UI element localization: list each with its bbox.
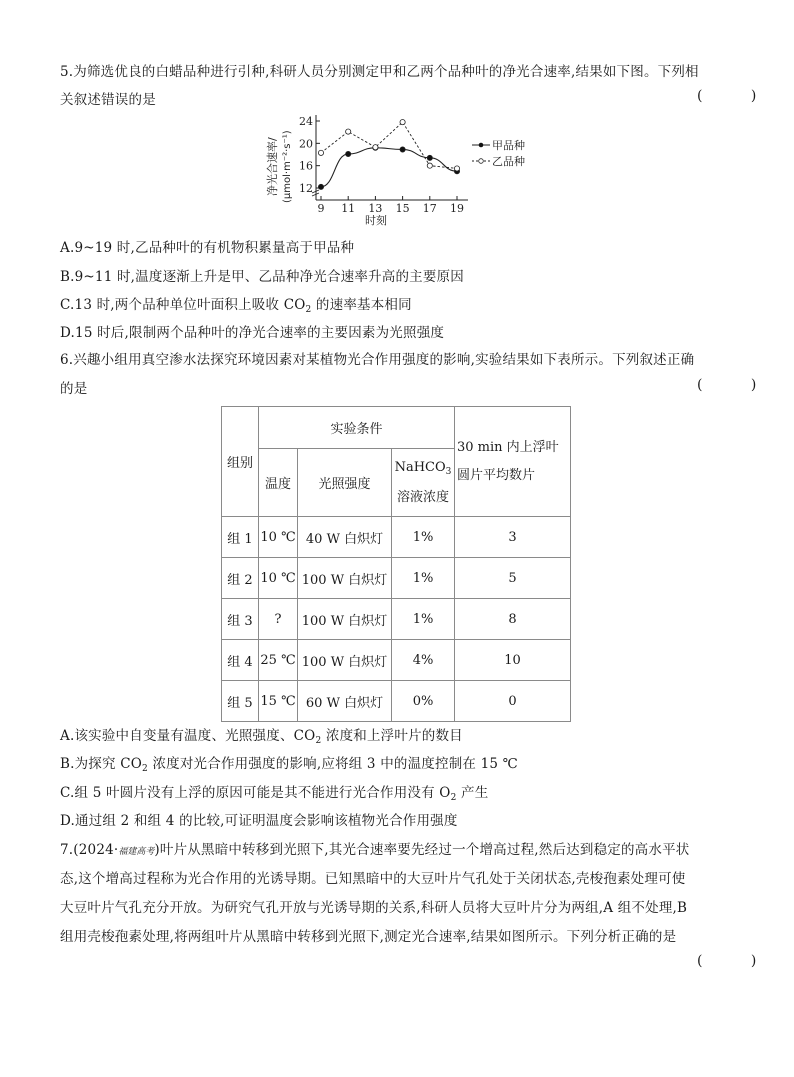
filled-circle-icon (479, 143, 484, 148)
cell-temp: 25 ℃ (259, 640, 298, 681)
series-jia-line (321, 148, 457, 187)
cell-light: 100 W 白炽灯 (298, 558, 392, 599)
cell-temp: ? (259, 599, 298, 640)
header-result (455, 407, 571, 517)
net-photosynthesis-chart (260, 108, 550, 228)
q5-option-d[interactable]: D.15 时后,限制两个品种叶的净光合速率的主要因素为光照强度 (60, 325, 445, 341)
cell-conc: 1% (392, 599, 455, 640)
cell-count: 8 (455, 599, 571, 640)
cell-group: 组 1 (222, 517, 259, 558)
svg-text:20: 20 (299, 137, 313, 151)
q5-option-b[interactable]: B.9~11 时,温度逐渐上升是甲、乙品种净光合速率升高的主要原因 (60, 269, 464, 285)
header-light: 光照强度 (298, 449, 392, 517)
experiment-table (221, 406, 571, 722)
cell-temp: 15 ℃ (259, 681, 298, 722)
y-axis-label-line1: 净光合速率/ (266, 137, 279, 196)
header-nahco3-line2: 溶液浓度 (396, 489, 449, 505)
svg-text:9: 9 (317, 202, 325, 215)
cell-light: 100 W 白炽灯 (298, 599, 392, 640)
table-row (222, 640, 571, 681)
q7-stem-line1: 7.(2024·福建高考)叶片从黑暗中转移到光照下,其光合速率要先经过一个增高过程,然后达到稳定的高水平状 (60, 842, 690, 858)
q6-option-c[interactable]: C.组 5 叶圆片没有上浮的原因可能是其不能进行光合作用没有 $O_2$ 产生 (60, 785, 489, 803)
q7-stem-line3: 大豆叶片气孔充分开放。为研究气孔开放与光诱导期的关系,科研人员将大豆叶片分为两组,A 组不处理,B (60, 900, 688, 916)
cell-temp: 10 ℃ (259, 517, 298, 558)
cell-conc: 0% (392, 681, 455, 722)
table-row (222, 517, 571, 558)
q5-stem-line1: 5.为筛选优良的白蜡品种进行引种,科研人员分别测定甲和乙两个品种叶的净光合速率,结果如下图。下列相 (60, 64, 699, 80)
cell-conc: 1% (392, 517, 455, 558)
q6-option-d[interactable]: D.通过组 2 和组 4 的比较,可证明温度会影响该植物光合作用强度 (60, 813, 458, 829)
source-tag: 福建高考 (118, 847, 155, 857)
svg-text:19: 19 (450, 202, 464, 215)
svg-text:11: 11 (341, 202, 356, 215)
x-ticks (318, 196, 465, 215)
chart-series (318, 120, 459, 190)
cell-conc: 4% (392, 640, 455, 681)
cell-temp: 10 ℃ (259, 558, 298, 599)
data-point-yi (427, 163, 432, 168)
q7-stem-line2: 态,这个增高过程称为光合作用的光诱导期。已知黑暗中的大豆叶片气孔处于关闭状态,壳梭孢素处理可使 (60, 871, 686, 887)
svg-text:24: 24 (299, 115, 313, 128)
header-result-line1: 30 min 内上浮叶 (457, 439, 559, 455)
cell-count: 0 (455, 681, 571, 722)
legend (472, 139, 525, 168)
q5-option-a[interactable]: A.9~19 时,乙品种叶的有机物积累量高于甲品种 (60, 240, 355, 256)
table-row (222, 681, 571, 722)
table-row (222, 558, 571, 599)
x-axis-label: 时刻 (365, 214, 387, 227)
q6-stem-line1: 6.兴趣小组用真空渗水法探究环境因素对某植物光合作用强度的影响,实验结果如下表所示。下列叙述正确 (60, 352, 695, 368)
series-yi-line (321, 122, 457, 168)
svg-text:15: 15 (395, 202, 410, 215)
header-conditions: 实验条件 (259, 407, 455, 449)
svg-text:17: 17 (422, 202, 437, 215)
open-circle-icon (479, 159, 484, 164)
q6-option-a[interactable]: A.该实验中自变量有温度、光照强度、$CO_2$ 浓度和上浮叶片的数目 (60, 728, 463, 746)
svg-text:13: 13 (368, 202, 383, 215)
y-ticks (299, 115, 320, 195)
y-axis-label (265, 130, 293, 203)
y-axis-label-line2: (μmol·m⁻²·s⁻¹) (282, 130, 293, 203)
data-point-yi (318, 150, 323, 155)
table-row (222, 599, 571, 640)
header-group: 组别 (222, 407, 259, 517)
q6-option-b[interactable]: B.为探究 $CO_2$ 浓度对光合作用强度的影响,应将组 3 中的温度控制在 15 ℃ (60, 756, 518, 774)
data-point-yi (373, 145, 378, 150)
cell-light: 40 W 白炽灯 (298, 517, 392, 558)
header-nahco3 (392, 449, 455, 517)
cell-count: 10 (455, 640, 571, 681)
cell-count: 5 (455, 558, 571, 599)
q5-answer-blank[interactable]: ( ) (697, 88, 779, 104)
header-temp: 温度 (259, 449, 298, 517)
header-result-line2: 圆片平均数片 (457, 467, 536, 483)
cell-light: 100 W 白炽灯 (298, 640, 392, 681)
q6-answer-blank[interactable]: ( ) (697, 377, 779, 393)
data-point-yi (454, 166, 459, 171)
cell-group: 组 2 (222, 558, 259, 599)
legend-label-jia: 甲品种 (492, 139, 525, 152)
data-point-yi (346, 129, 351, 134)
data-point-jia (400, 147, 405, 152)
cell-group: 组 4 (222, 640, 259, 681)
data-point-yi (400, 120, 405, 125)
cell-conc: 1% (392, 558, 455, 599)
data-point-jia (346, 151, 351, 156)
q5-stem-line2: 关叙述错误的是 (60, 92, 156, 108)
data-point-jia (318, 184, 323, 189)
q7-answer-blank[interactable]: ( ) (697, 953, 779, 969)
svg-text:12: 12 (299, 182, 313, 195)
cell-count: 3 (455, 517, 571, 558)
data-point-jia (427, 155, 432, 160)
header-nahco3-line1: NaHCO$_3$ (394, 459, 452, 477)
q5-option-c[interactable]: C.13 时,两个品种单位叶面积上吸收 $CO_2$ 的速率基本相同 (60, 297, 412, 315)
cell-light: 60 W 白炽灯 (298, 681, 392, 722)
cell-group: 组 3 (222, 599, 259, 640)
svg-text:16: 16 (299, 159, 313, 173)
legend-label-yi: 乙品种 (492, 155, 525, 168)
q6-stem-line2: 的是 (60, 381, 88, 397)
q7-stem-line4: 组用壳梭孢素处理,将两组叶片从黑暗中转移到光照下,测定光合速率,结果如图所示。下列分析正确的是 (60, 929, 677, 945)
cell-group: 组 5 (222, 681, 259, 722)
